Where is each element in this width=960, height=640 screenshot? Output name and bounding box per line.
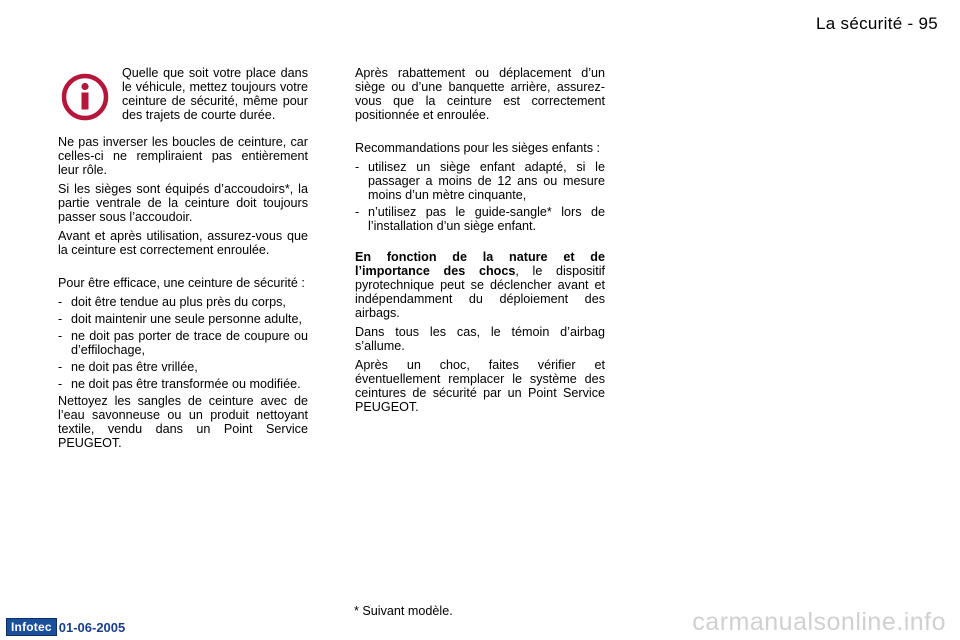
list-item: - ne doit pas être transformée ou modifiée. <box>58 377 308 391</box>
pyrotechnic-rest: , le dispositif pyrotechnique peut se déclencher avant et indépendamment du déploiement des airbags. <box>355 264 605 320</box>
paragraph-efficiency-intro: Pour être efficace, une ceinture de sécurité : <box>58 276 305 290</box>
list-item: - ne doit pas être vrillée, <box>58 360 308 374</box>
page-header-title: La sécurité - 95 <box>816 14 938 33</box>
paragraph-cleaning: Nettoyez les sangles de ceinture avec de l’eau savonneuse ou un produit nettoyant textile, vendu dans un Point Service PEUGEOT. <box>58 394 308 450</box>
list-item: - ne doit pas porter de trace de coupure ou d’effilochage, <box>58 329 308 357</box>
list-item: - doit être tendue au plus près du corps, <box>58 295 308 309</box>
watermark: carmanualsonline.info <box>692 608 946 636</box>
paragraph-armrests: Si les sièges sont équipés d’accoudoirs*, la partie ventrale de la ceinture doit toujours passer sous l’accoudoir. <box>58 182 308 224</box>
paragraph-after-folding: Après rabattement ou déplacement d’un siège ou d’une banquette arrière, assurez-vous que la ceinture est correctement positionnée et enroulée. <box>355 66 605 122</box>
efficiency-list <box>58 295 308 391</box>
paragraph-retraction: Avant et après utilisation, assurez-vous que la ceinture est correctement enroulée. <box>58 229 308 257</box>
info-icon <box>60 72 110 122</box>
right-column <box>355 66 605 419</box>
paragraph-buckles: Ne pas inverser les boucles de ceinture, car celles-ci ne rempliraient pas entièrement leur rôle. <box>58 135 308 177</box>
infotec-badge: Infotec <box>6 618 57 636</box>
paragraph-pyrotechnic <box>355 250 605 320</box>
paragraph-after-impact: Après un choc, faites vérifier et éventuellement remplacer le système des ceintures de sécurité par un Point Service PEUGEOT. <box>355 358 605 414</box>
child-seat-list <box>355 160 605 233</box>
info-notice <box>58 66 308 122</box>
info-notice-text: Quelle que soit votre place dans le véhicule, mettez toujours votre ceinture de sécurité, même pour des trajets de courte durée. <box>122 66 308 122</box>
footer-left <box>6 618 125 636</box>
footnote: * Suivant modèle. <box>354 604 453 618</box>
left-column <box>58 66 308 455</box>
paragraph-child-seat-intro: Recommandations pour les sièges enfants : <box>355 141 601 155</box>
paragraph-airbag-light: Dans tous les cas, le témoin d’airbag s’allume. <box>355 325 605 353</box>
list-item: - doit maintenir une seule personne adulte, <box>58 312 308 326</box>
list-item: - utilisez un siège enfant adapté, si le passager a moins de 12 ans ou mesure moins d’un mètre cinquante, <box>355 160 605 202</box>
list-item: - n’utilisez pas le guide-sangle* lors de l’installation d’un siège enfant. <box>355 205 605 233</box>
pyrotechnic-bold-lead: En fonction de la nature et de l’importance des chocs <box>355 250 605 278</box>
footer-date: 01-06-2005 <box>58 619 126 635</box>
